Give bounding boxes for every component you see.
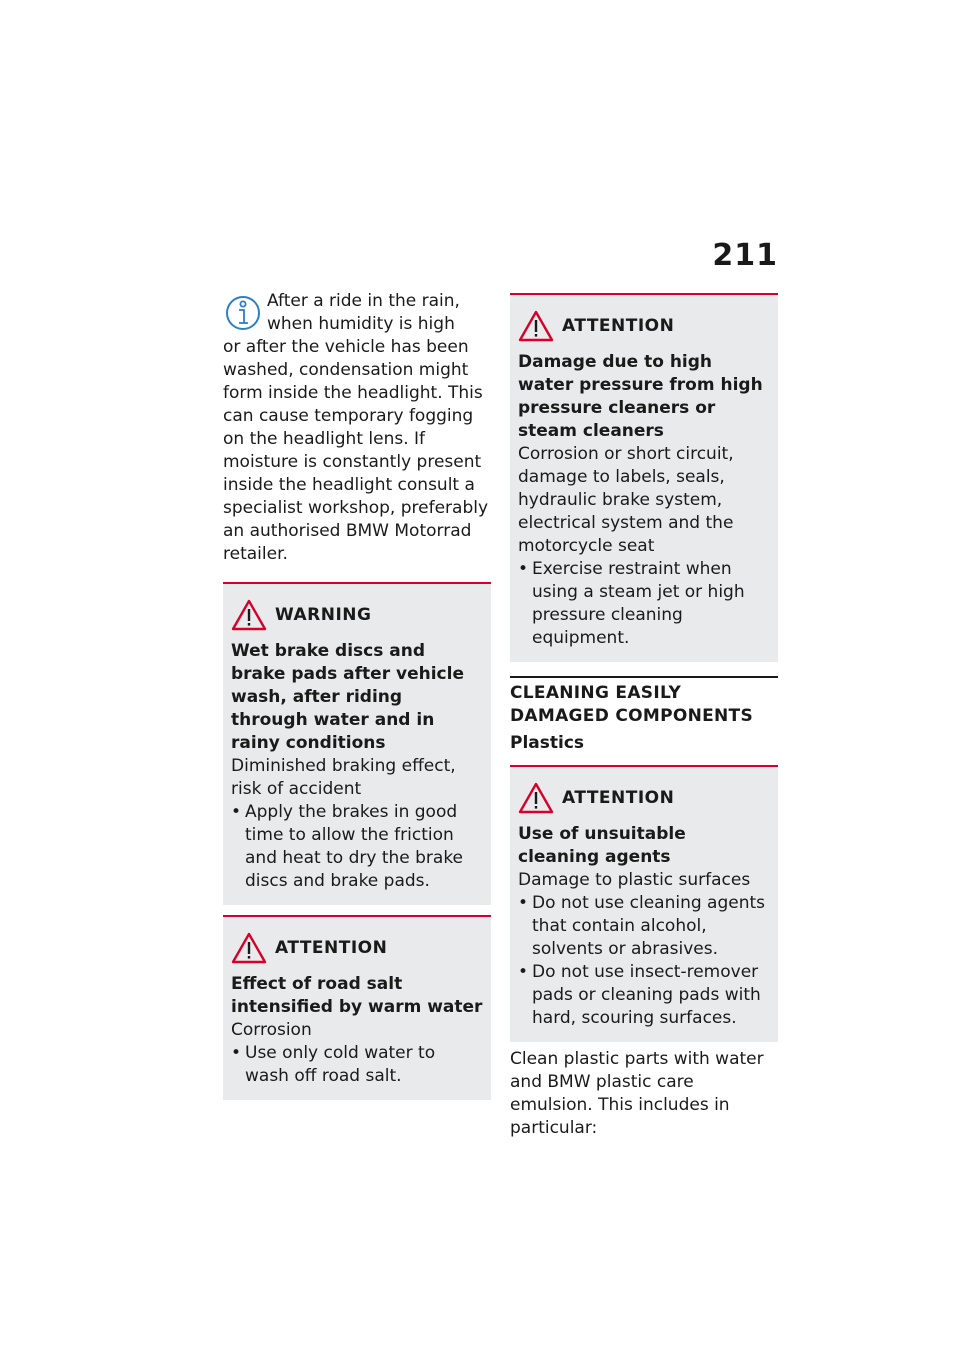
attention-bullets xyxy=(518,558,770,650)
warning-triangle-icon xyxy=(231,598,267,632)
attention-description: Damage to plastic surfaces xyxy=(518,870,751,890)
attention-bullets xyxy=(231,1042,483,1088)
info-note-body: or after the vehicle has been washed, condensation might form inside the headlight. This can cause temporary fogging on the headlight lens. If moisture is constantly present inside the headlight consult a specialist workshop, preferably an authorised BMW Motorrad retailer. xyxy=(223,337,489,564)
attention-heading: Damage due to high water pressure from high pressure cleaners or steam cleaners xyxy=(518,352,763,441)
attention-heading: Use of unsuitable cleaning agents xyxy=(518,824,686,867)
info-note-text xyxy=(223,290,491,566)
warning-header xyxy=(231,598,483,632)
sub-heading-plastics: Plastics xyxy=(510,733,585,753)
attention-bullets xyxy=(518,892,770,1030)
info-note-line-1: After a ride in the rain, xyxy=(267,291,460,311)
attention-box-high-pressure xyxy=(510,293,778,662)
attention-label: ATTENTION xyxy=(562,788,675,808)
info-note xyxy=(223,290,491,566)
warning-label: WARNING xyxy=(275,605,372,625)
bullet-item: • Apply the brakes in good time to allow the friction and heat to dry the brake discs and brake pads. xyxy=(231,801,483,893)
bullet-item: • Exercise restraint when using a steam jet or high pressure cleaning equipment. xyxy=(518,558,770,650)
attention-header xyxy=(518,309,770,343)
attention-heading: Effect of road salt intensified by warm water xyxy=(231,974,483,1017)
bullet-item: • Do not use insect-remover pads or cleaning pads with hard, scouring surfaces. xyxy=(518,961,770,1030)
warning-triangle-icon xyxy=(518,781,554,815)
right-column xyxy=(510,293,778,1140)
info-note-line-2: when humidity is high xyxy=(267,314,455,334)
attention-label: ATTENTION xyxy=(275,938,388,958)
attention-description: Corrosion xyxy=(231,1020,312,1040)
warning-triangle-icon xyxy=(231,931,267,965)
warning-heading: Wet brake discs and brake pads after vehicle wash, after riding through water and in rainy conditions xyxy=(231,641,464,753)
attention-header xyxy=(518,781,770,815)
info-icon xyxy=(223,292,263,332)
attention-description: Corrosion or short circuit, damage to labels, seals, hydraulic brake system, electrical system and the motorcycle seat xyxy=(518,444,734,556)
warning-box-wet-brakes xyxy=(223,582,491,905)
page-number: 211 xyxy=(712,238,778,273)
warning-description: Diminished braking effect, risk of accident xyxy=(231,756,456,799)
warning-triangle-icon xyxy=(518,309,554,343)
section-heading: CLEANING EASILY DAMAGED COMPONENTS xyxy=(510,676,778,728)
closing-text: Clean plastic parts with water and BMW plastic care emulsion. This includes in particular: xyxy=(510,1049,764,1138)
attention-box-cleaning-agents xyxy=(510,765,778,1042)
left-column xyxy=(223,290,491,1100)
bullet-item: • Do not use cleaning agents that contain alcohol, solvents or abrasives. xyxy=(518,892,770,961)
bullet-item: • Use only cold water to wash off road salt. xyxy=(231,1042,483,1088)
attention-box-road-salt xyxy=(223,915,491,1100)
attention-header xyxy=(231,931,483,965)
attention-label: ATTENTION xyxy=(562,316,675,336)
warning-bullets xyxy=(231,801,483,893)
